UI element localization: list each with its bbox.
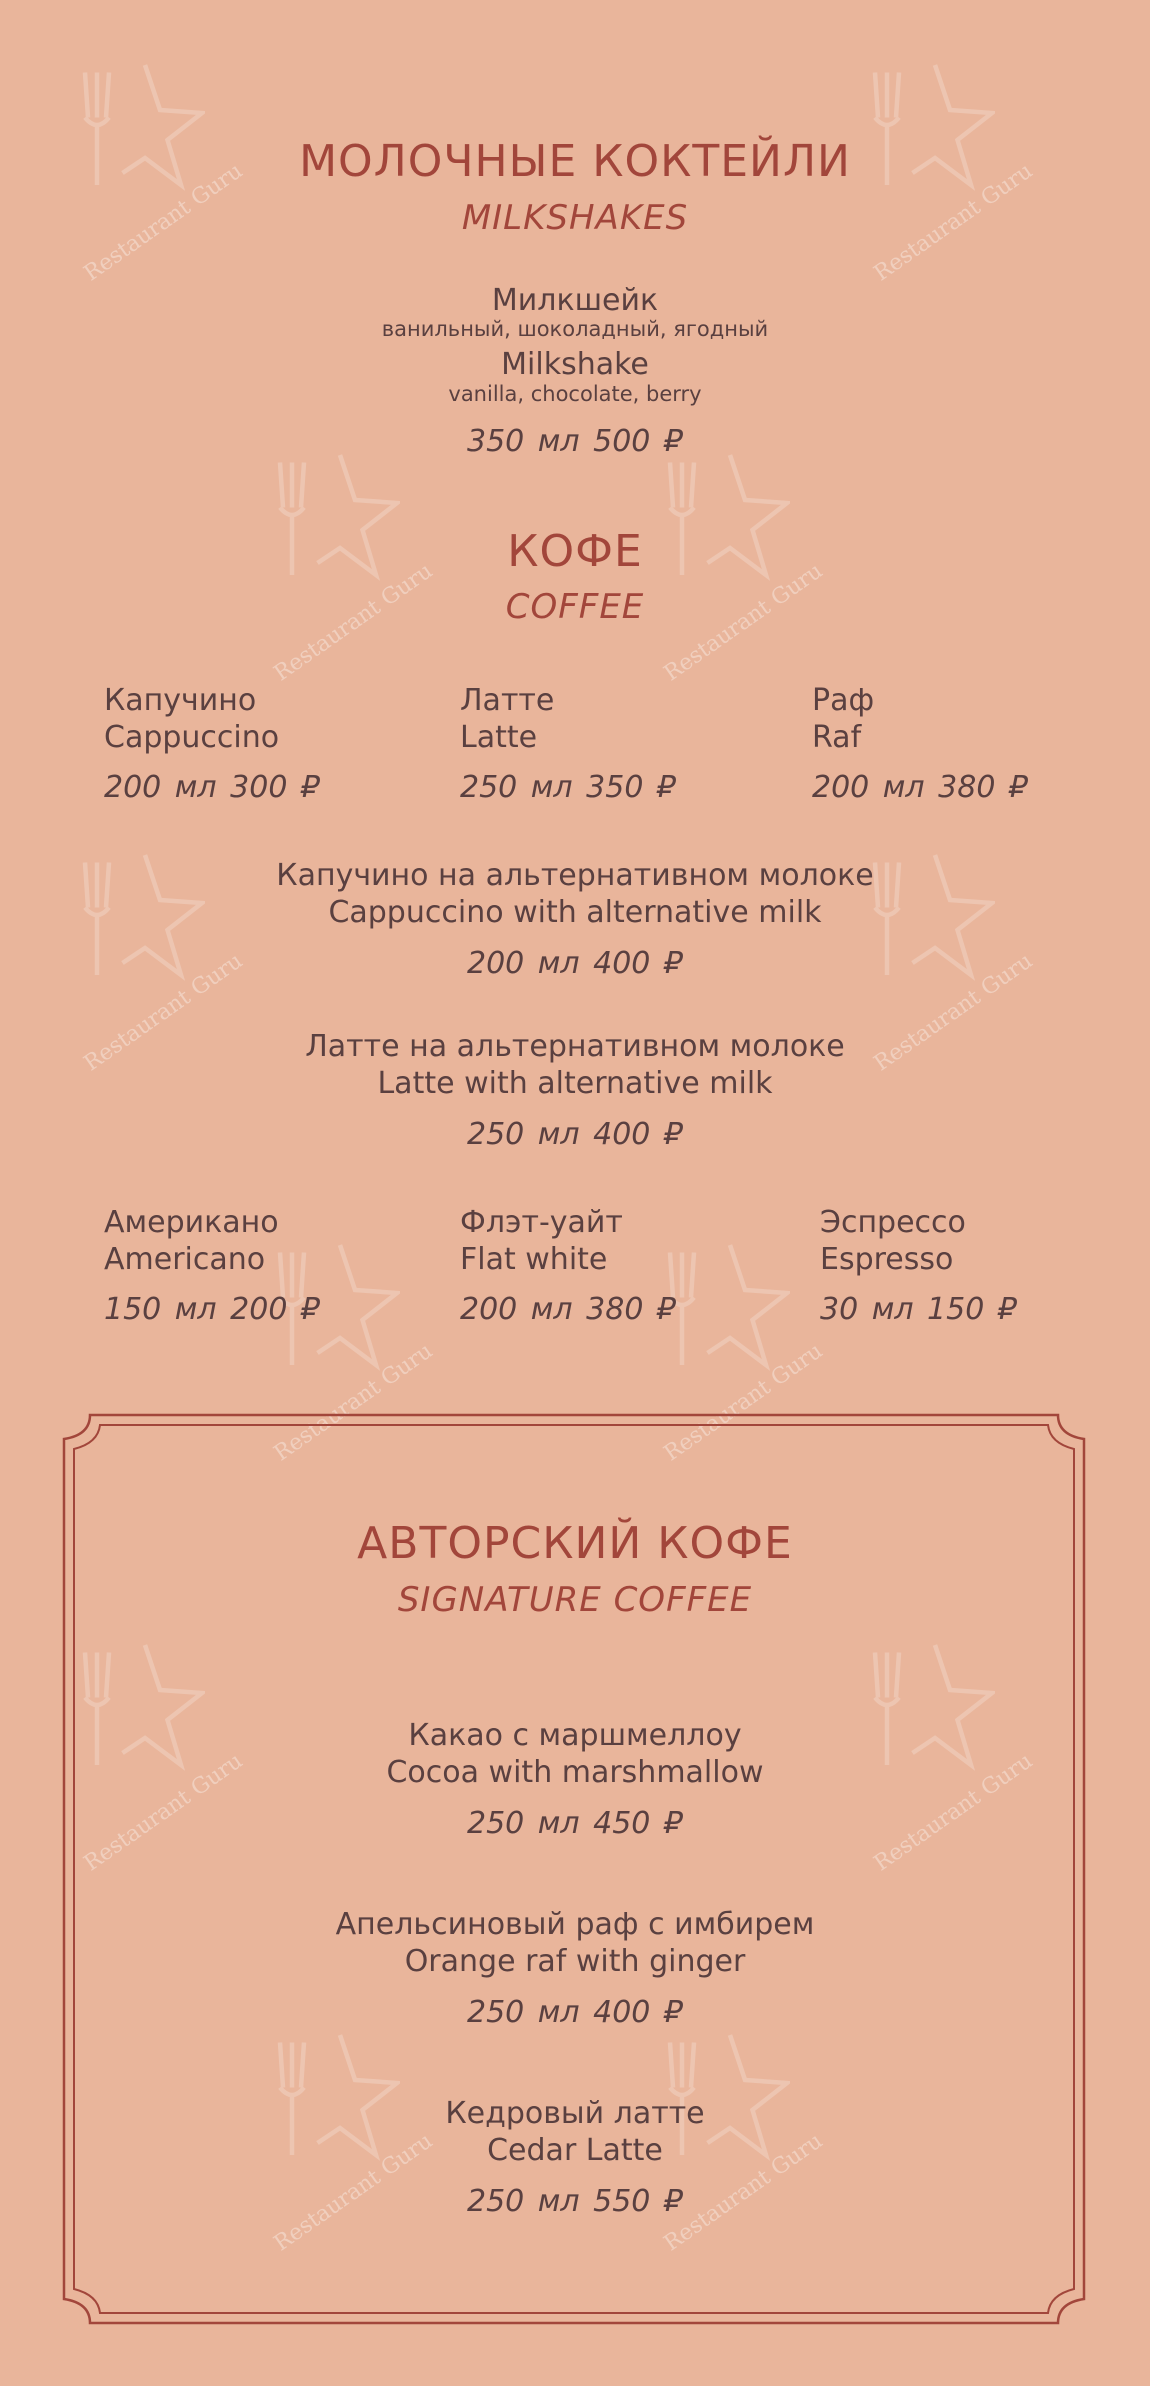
item-name-ru: Раф — [812, 683, 875, 718]
milkshake-price: 350 мл 500 ₽ — [466, 424, 684, 459]
watermark-text: Restaurant Guru — [659, 1338, 828, 1467]
watermark-text: Restaurant Guru — [79, 948, 248, 1077]
coffee-item-americano — [104, 1204, 320, 1328]
coffee-item-raf — [812, 682, 1028, 806]
alt-latte-name-ru: Латте на альтернативном молоке — [305, 1029, 845, 1064]
watermark-text: Restaurant Guru — [269, 1338, 438, 1467]
cedar-latte-name-ru: Кедровый латте — [445, 2096, 705, 2131]
orange-raf-name-ru: Апельсиновый раф с имбирем — [335, 1907, 815, 1942]
item-name-en: Raf — [812, 720, 862, 755]
signature-title-en: SIGNATURE COFFEE — [397, 1580, 753, 1620]
alt-cappuccino-name-ru: Капучино на альтернативном молоке — [276, 858, 874, 893]
milkshake-name-en: Milkshake — [501, 347, 649, 382]
milkshakes-title-en: MILKSHAKES — [461, 198, 689, 238]
alt-latte-name-en: Latte with alternative milk — [377, 1066, 773, 1101]
milkshakes-title-ru: МОЛОЧНЫЕ КОКТЕЙЛИ — [299, 136, 851, 187]
cedar-latte-name-en: Cedar Latte — [487, 2133, 663, 2168]
watermark-text: Restaurant Guru — [659, 2128, 828, 2257]
item-price: 200 мл 380 ₽ — [812, 770, 1029, 805]
orange-raf-name-en: Orange raf with ginger — [404, 1944, 746, 1979]
item-price: 250 мл 350 ₽ — [460, 770, 677, 805]
watermark-text: Restaurant Guru — [869, 1748, 1038, 1877]
item-name-ru: Эспрессо — [820, 1205, 966, 1240]
watermark-text: Restaurant Guru — [269, 558, 438, 687]
milkshake-desc-en: vanilla, chocolate, berry — [448, 382, 702, 406]
coffee-item-espresso — [820, 1204, 1017, 1328]
item-price: 200 мл 380 ₽ — [460, 1292, 677, 1327]
coffee-title-en: COFFEE — [505, 587, 645, 627]
watermark-text: Restaurant Guru — [869, 158, 1038, 287]
item-name-en: Cappuccino — [104, 720, 280, 755]
cocoa-name-ru: Какао с маршмеллоу — [408, 1718, 742, 1753]
milkshake-desc-ru: ванильный, шоколадный, ягодный — [381, 317, 769, 341]
coffee-item-flat-white — [460, 1204, 676, 1328]
item-name-ru: Латте — [460, 683, 555, 718]
coffee-title-ru: КОФЕ — [507, 526, 643, 577]
signature-title-ru: АВТОРСКИЙ КОФЕ — [357, 1518, 793, 1569]
item-name-en: Latte — [460, 720, 538, 755]
milkshake-name-ru: Милкшейк — [491, 283, 659, 318]
watermark-text: Restaurant Guru — [659, 558, 828, 687]
item-name-ru: Капучино — [104, 683, 257, 718]
alt-cappuccino-name-en: Cappuccino with alternative milk — [328, 895, 822, 930]
watermark-text: Restaurant Guru — [869, 948, 1038, 1077]
coffee-item-cappuccino — [104, 682, 320, 806]
coffee-item-latte — [460, 682, 676, 806]
item-price: 30 мл 150 ₽ — [820, 1292, 1017, 1327]
item-price: 200 мл 300 ₽ — [104, 770, 321, 805]
item-name-ru: Флэт-уайт — [460, 1205, 623, 1240]
watermark-text: Restaurant Guru — [79, 158, 248, 287]
item-name-en: Americano — [104, 1242, 266, 1277]
item-name-en: Flat white — [460, 1242, 608, 1277]
item-name-en: Espresso — [820, 1242, 954, 1277]
alt-cappuccino-price: 200 мл 400 ₽ — [466, 946, 684, 981]
cocoa-price: 250 мл 450 ₽ — [466, 1806, 684, 1841]
cocoa-name-en: Cocoa with marshmallow — [386, 1755, 764, 1790]
alt-latte-price: 250 мл 400 ₽ — [466, 1117, 684, 1152]
watermark-text: Restaurant Guru — [269, 2128, 438, 2257]
cedar-latte-price: 250 мл 550 ₽ — [466, 2184, 684, 2219]
item-price: 150 мл 200 ₽ — [104, 1292, 321, 1327]
orange-raf-price: 250 мл 400 ₽ — [466, 1995, 684, 2030]
item-name-ru: Американо — [104, 1205, 279, 1240]
watermark-text: Restaurant Guru — [79, 1748, 248, 1877]
